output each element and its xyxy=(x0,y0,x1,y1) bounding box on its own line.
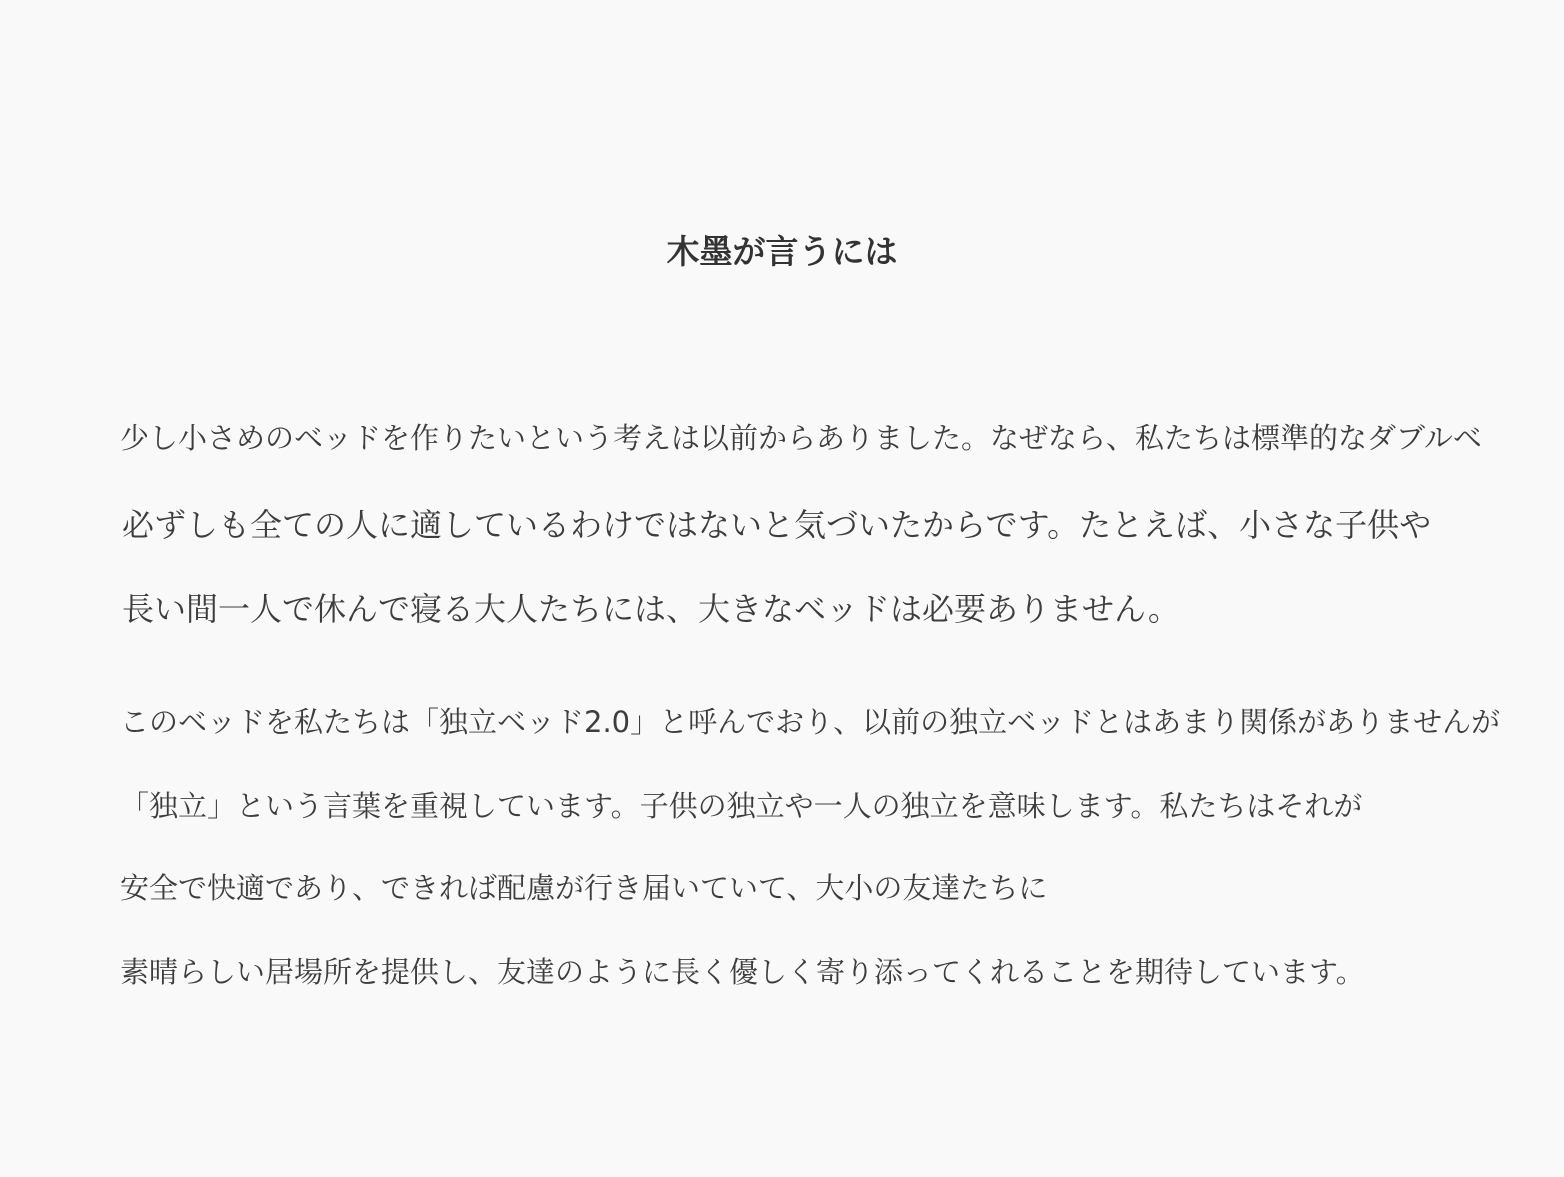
paragraph-line: 長い間一人で休んで寝る大人たちには、大きなベッドは必要ありません。 xyxy=(122,590,1180,628)
paragraph-line: 安全で快適であり、できれば配慮が行き届いていて、大小の友達たちに xyxy=(120,871,1048,905)
paragraph-line: 必ずしも全ての人に適しているわけではないと気づいたからです。たとえば、小さな子供や xyxy=(122,506,1432,544)
paragraph-line: 少し小さめのベッドを作りたいという考えは以前からありました。なぜなら、私たちは標準的なダブルベ xyxy=(120,421,1482,455)
paragraph-line: 素晴らしい居場所を提供し、友達のように長く優しく寄り添ってくれることを期待しています。 xyxy=(120,955,1365,989)
page-title: 木墨が言うには xyxy=(666,232,898,271)
paragraph-line: 「独立」という言葉を重視しています。子供の独立や一人の独立を意味します。私たちはそれが xyxy=(120,789,1363,823)
paragraph-line: このベッドを私たちは「独立ベッド2.0」と呼んでおり、以前の独立ベッドとはあまり関係がありませんが xyxy=(120,705,1501,739)
